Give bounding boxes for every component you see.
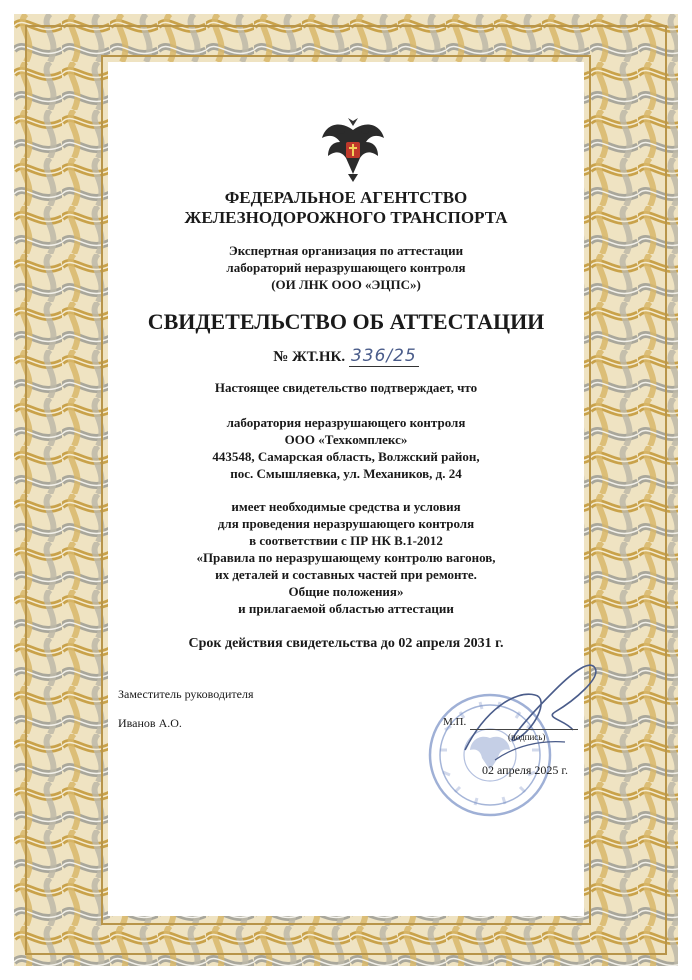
validity-text: Срок действия свидетельства до 02 апреля 2031 г.	[188, 636, 504, 651]
body-p1: имеет необходимые средства и условия	[231, 499, 461, 514]
org-line2: лабораторий неразрушающего контроля	[226, 260, 466, 275]
double-headed-eagle-emblem-icon	[318, 112, 388, 184]
signature-date: 02 апреля 2025 г.	[482, 763, 568, 777]
lab-line3: 443548, Самарская область, Волжский район,	[212, 449, 480, 464]
signature-caption: (подпись)	[508, 732, 546, 742]
lab-line1: лаборатория неразрушающего контроля	[226, 415, 466, 430]
org-line3: (ОИ ЛНК ООО «ЭЦПС»)	[271, 277, 421, 292]
body-p5: их деталей и составных частей при ремонте.	[215, 567, 477, 582]
certificate-number-handwritten: 336/25	[350, 346, 417, 366]
intro-text: Настоящее свидетельство подтверждает, что	[214, 380, 478, 395]
lab-line2: ООО «Техкомплекс»	[284, 432, 408, 447]
signature-line	[470, 729, 578, 730]
stamp-mark-label: М.П.	[443, 716, 467, 728]
body-p4: «Правила по неразрушающему контролю вагонов,	[196, 550, 496, 565]
org-line1: Экспертная организация по аттестации	[228, 243, 464, 258]
agency-title-line1: ФЕДЕРАЛЬНОЕ АГЕНТСТВО	[224, 188, 468, 207]
body-p7: и прилагаемой областью аттестации	[238, 601, 454, 616]
agency-title-line2: ЖЕЛЕЗНОДОРОЖНОГО ТРАНСПОРТА	[184, 208, 508, 227]
handwritten-signature-icon	[455, 650, 605, 770]
certificate-number-prefix: № ЖТ.НК.	[273, 349, 346, 365]
lab-line4: пос. Смышляевка, ул. Механиков, д. 24	[230, 466, 462, 481]
body-p6: Общие положения»	[288, 584, 404, 599]
certificate-number	[0, 346, 692, 367]
body-p3: в соответствии с ПР НК В.1-2012	[249, 533, 443, 548]
body-p2: для проведения неразрушающего контроля	[217, 516, 475, 531]
signer-position: Заместитель руководителя	[118, 687, 254, 701]
certificate-title: СВИДЕТЕЛЬСТВО ОБ АТТЕСТАЦИИ	[147, 309, 545, 334]
signer-name: Иванов А.О.	[118, 716, 182, 730]
